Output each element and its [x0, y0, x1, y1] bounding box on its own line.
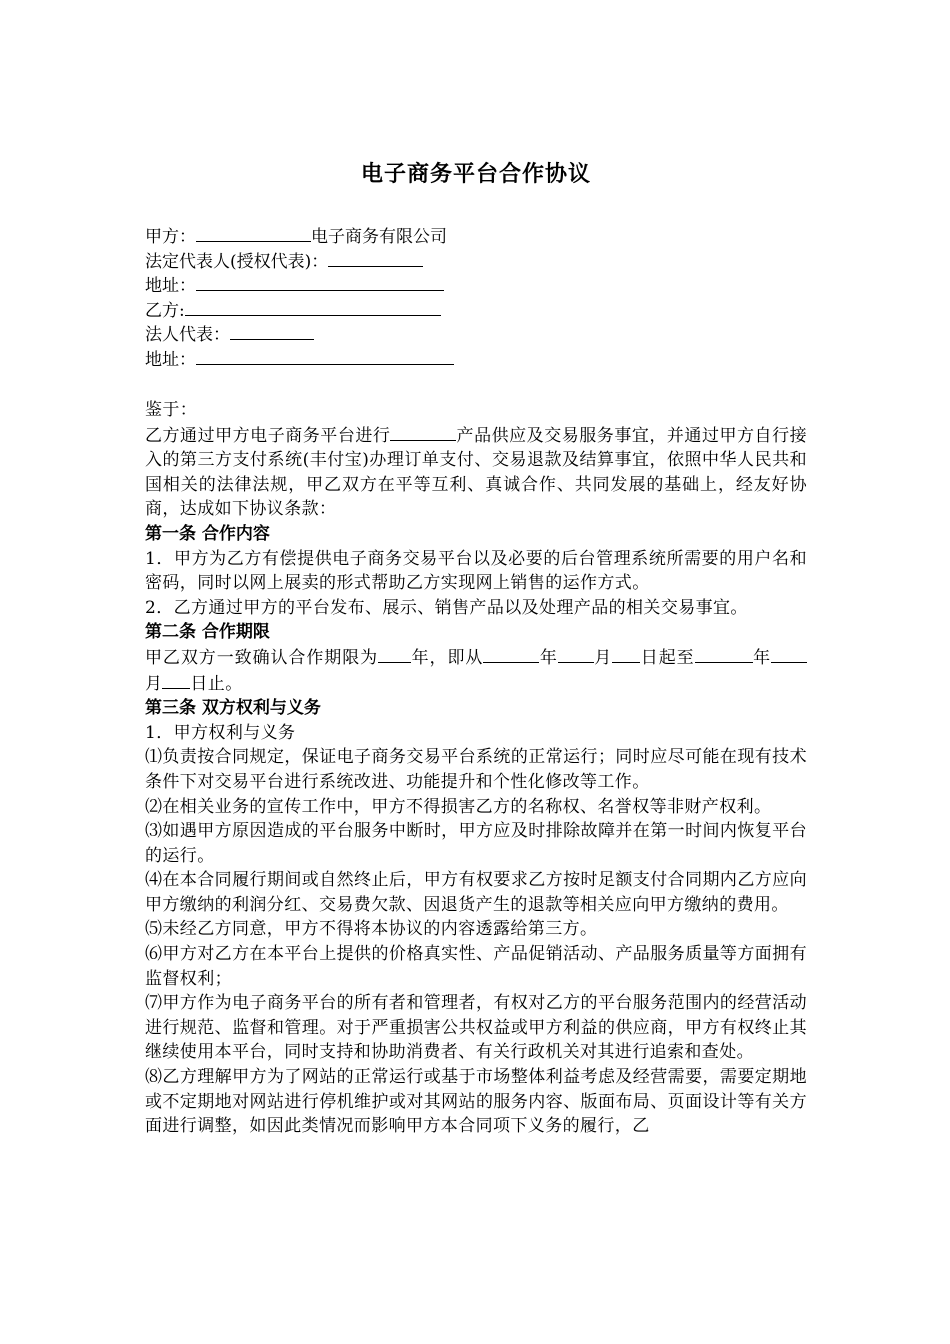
- article-3-item: ⑶如遇甲方原因造成的平台服务中断时，甲方应及时排除故障并在第一时间内恢复平台的运行。: [145, 821, 807, 866]
- article-1-heading: 第一条 合作内容: [145, 523, 270, 544]
- parties-block: [145, 224, 807, 372]
- article-3-heading: 第三条 双方权利与义务: [145, 698, 321, 719]
- start-month-blank: [558, 645, 594, 663]
- term-text-1: 甲乙双方一致确认合作期限为: [145, 647, 379, 668]
- article-3-item: ⑷在本合同履行期间或自然终止后，甲方有权要求乙方按时足额支付合同期内乙方应向甲方缴纳的利润分红、交易费欠款、因退货产生的退款等相关应向甲方缴纳的费用。: [145, 870, 807, 915]
- article-1-item-2: 2．乙方通过甲方的平台发布、展示、销售产品以及处理产品的相关交易事宜。: [145, 597, 748, 618]
- term-text-3: 年: [539, 647, 558, 668]
- article-3-subheading: 1．甲方权利与义务: [145, 722, 296, 743]
- party-a-label: 甲方：: [145, 227, 196, 247]
- preamble-paragraph: [145, 423, 807, 522]
- end-day-blank: [162, 671, 190, 689]
- term-text-8: 日止。: [190, 673, 243, 694]
- party-b-address-line: [145, 347, 807, 372]
- document-title: 电子商务平台合作协议: [360, 161, 591, 187]
- start-year-blank: [483, 645, 539, 663]
- term-text-6: 年: [752, 647, 772, 668]
- whereas-label: 鉴于：: [145, 400, 198, 420]
- contract-body: [145, 398, 807, 1139]
- party-a-rep-blank: [328, 249, 423, 267]
- article-3-item: ⑻乙方理解甲方为了网站的正常运行或基于市场整体利益考虑及经营需要，需要定期地或不定期地对网站进行停机维护或对其网站的服务内容、版面布局、页面设计等有关方面进行调整，如因此类情况而影响甲方本合同项下义务的履行，乙: [145, 1067, 807, 1137]
- end-month-blank: [771, 645, 807, 663]
- end-year-blank: [695, 645, 753, 663]
- party-a-line: [145, 224, 807, 249]
- party-a-suffix: 电子商务有限公司: [311, 227, 447, 247]
- party-b-address-label: 地址：: [145, 349, 196, 370]
- party-b-rep-label: 法人代表：: [145, 325, 230, 346]
- article-3-item: ⑵在相关业务的宣传工作中，甲方不得损害乙方的名称权、名誉权等非财产权利。: [145, 796, 772, 817]
- party-a-address-label: 地址：: [145, 276, 196, 297]
- preamble-part-1: 乙方通过甲方电子商务平台进行: [145, 425, 391, 446]
- article-3-item: ⑸未经乙方同意，甲方不得将本协议的内容透露给第三方。: [145, 919, 598, 940]
- term-text-5: 日起至: [640, 647, 695, 668]
- party-a-address-line: [145, 273, 807, 298]
- article-1-item-1: 1．甲方为乙方有偿提供电子商务交易平台以及必要的后台管理系统所需要的用户名和密码，同时以网上展卖的形式帮助乙方实现网上销售的运作方式。: [145, 548, 807, 594]
- term-text-2: 年，即从: [411, 647, 484, 668]
- party-b-rep-line: [145, 322, 807, 347]
- party-b-line: [145, 298, 807, 323]
- article-3-item: ⑹甲方对乙方在本平台上提供的价格真实性、产品促销活动、产品服务质量等方面拥有监督权利；: [145, 944, 807, 989]
- party-b-address-blank: [196, 347, 454, 365]
- party-a-address-blank: [196, 273, 444, 291]
- start-day-blank: [612, 645, 640, 663]
- term-years-blank: [378, 645, 411, 663]
- party-a-rep-line: [145, 249, 807, 274]
- party-b-name-blank: [185, 298, 441, 316]
- party-a-rep-label: 法定代表人(授权代表)：: [145, 251, 329, 272]
- party-b-label: 乙方:: [145, 300, 185, 321]
- article-2-term: [145, 645, 807, 696]
- product-blank: [390, 423, 456, 441]
- article-2-heading: 第二条 合作期限: [145, 622, 270, 643]
- party-a-name-blank: [196, 224, 311, 242]
- party-b-rep-blank: [230, 322, 314, 340]
- term-text-4: 月: [593, 647, 613, 668]
- preamble-part-2: 产品供应及交易服务事宜，并通过甲方自行接入的第三方支付系统(丰付宝)办理订单支付、交易退款及结算事宜，依照中华人民共和国相关的法律法规，甲乙双方在平等互利、真诚合作、共同发展的基础上，经友好协商，达成如下协议条款：: [145, 425, 808, 520]
- article-3-item: ⑺甲方作为电子商务平台的所有者和管理者，有权对乙方的平台服务范围内的经营活动进行规范、监督和管理。对于严重损害公共权益或甲方利益的供应商，甲方有权终止其继续使用本平台，同时支持和协助消费者、有关行政机关对其进行追索和查处。: [145, 993, 807, 1063]
- article-3-item: ⑴负责按合同规定，保证电子商务交易平台系统的正常运行；同时应尽可能在现有技术条件下对交易平台进行系统改进、功能提升和个性化修改等工作。: [145, 747, 807, 792]
- term-text-7: 月: [145, 673, 163, 694]
